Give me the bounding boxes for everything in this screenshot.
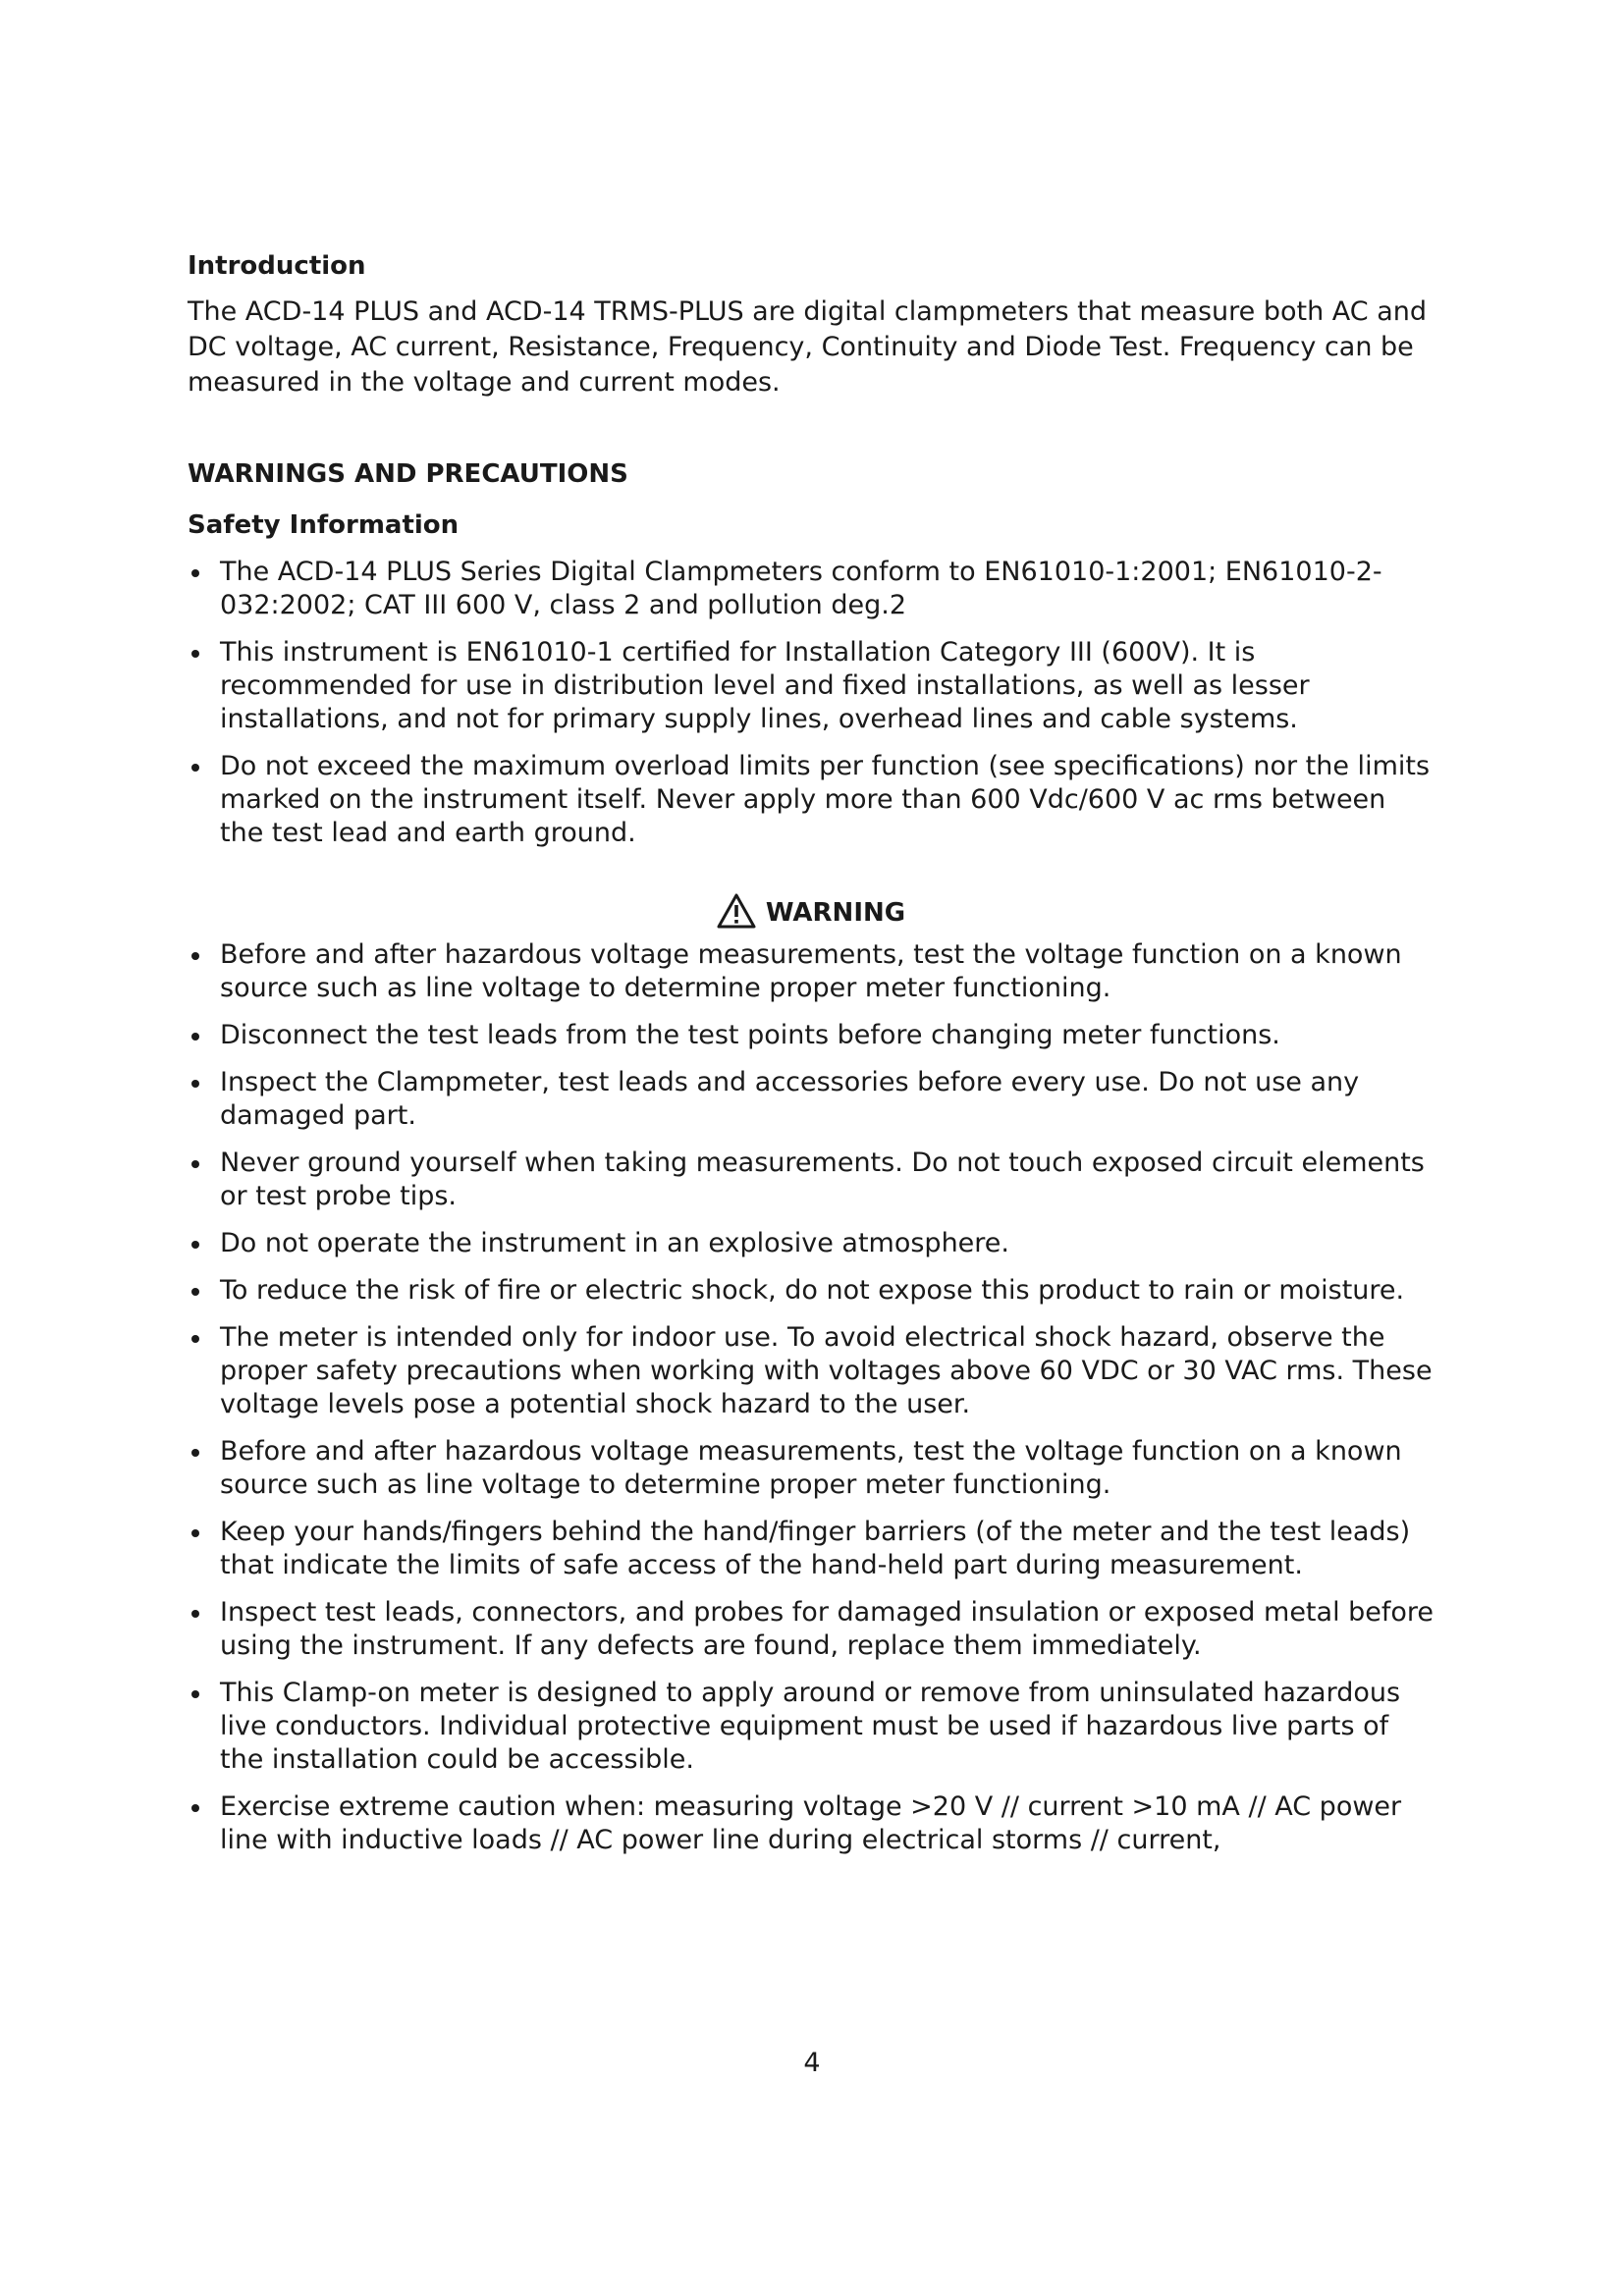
list-item: Keep your hands/fingers behind the hand/finger barriers (of the meter and the test leads) that indicate the limits of safe access of the hand-held part during measurement. [188,1516,1435,1582]
warnings-heading: WARNINGS AND PRECAUTIONS [188,459,628,489]
manual-page [188,249,1435,1871]
list-item: Do not operate the instrument in an explosive atmosphere. [188,1227,1435,1260]
warning-triangle-icon [717,893,756,929]
list-item: Before and after hazardous voltage measurements, test the voltage function on a known source such as line voltage to determine proper meter functioning. [188,938,1435,1005]
safety-list [188,556,1435,850]
intro-heading: Introduction [188,251,366,281]
list-item: Do not exceed the maximum overload limits per function (see specifications) nor the limits marked on the instrument itself. Never apply more than 600 Vdc/600 V ac rms between the test lead and earth ground. [188,750,1435,850]
list-item: The ACD-14 PLUS Series Digital Clampmeters conform to EN61010-1:2001; EN61010-2-032:2002; CAT III 600 V, class 2 and pollution deg.2 [188,556,1435,622]
list-item: Exercise extreme caution when: measuring voltage >20 V // current >10 mA // AC power line with inductive loads // AC power line during electrical storms // current, [188,1790,1435,1857]
warning-title [188,893,1435,931]
list-item: Disconnect the test leads from the test points before changing meter functions. [188,1019,1435,1052]
list-item: This instrument is EN61010-1 certified for Installation Category III (600V). It is recommended for use in distribution level and fixed installations, as well as lesser installations, and not for primary supply lines, overhead lines and cable systems. [188,636,1435,736]
safety-info-heading: Safety Information [188,510,460,540]
list-item: Inspect test leads, connectors, and probes for damaged insulation or exposed metal before using the instrument. If any defects are found, replace them immediately. [188,1596,1435,1663]
intro-paragraph: The ACD-14 PLUS and ACD-14 TRMS-PLUS are digital clampmeters that measure both AC and DC voltage, AC current, Resistance, Frequency, Continuity and Diode Test. Frequency can be measured in the voltage and current modes. [188,296,1428,398]
list-item: To reduce the risk of fire or electric shock, do not expose this product to rain or moisture. [188,1274,1435,1308]
warning-list [188,938,1435,1857]
list-item: Before and after hazardous voltage measurements, test the voltage function on a known source such as line voltage to determine proper meter functioning. [188,1435,1435,1502]
list-item: The meter is intended only for indoor use. To avoid electrical shock hazard, observe the proper safety precautions when working with voltages above 60 VDC or 30 VAC rms. These voltage levels pose a potential shock hazard to the user. [188,1321,1435,1421]
list-item: Inspect the Clampmeter, test leads and accessories before every use. Do not use any damaged part. [188,1066,1435,1133]
list-item: Never ground yourself when taking measurements. Do not touch exposed circuit elements or test probe tips. [188,1147,1435,1213]
page-number: 4 [803,2048,821,2078]
warning-label: WARNING [765,898,906,928]
list-item: This Clamp-on meter is designed to apply around or remove from uninsulated hazardous live conductors. Individual protective equipment must be used if hazardous live parts of the installation could be accessible. [188,1677,1435,1777]
